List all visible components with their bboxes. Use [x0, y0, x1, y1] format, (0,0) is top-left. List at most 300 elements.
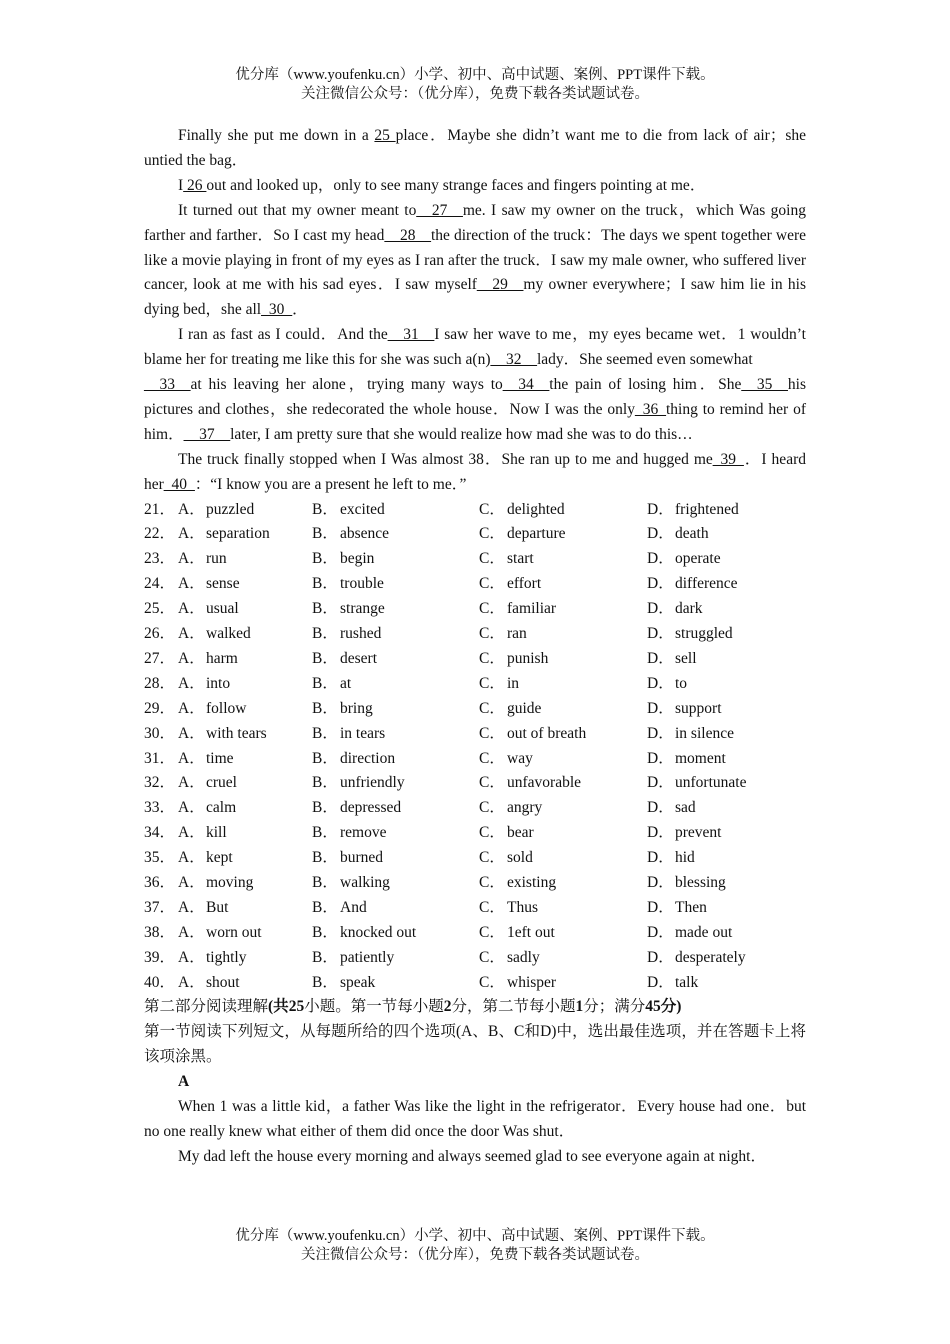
option-b	[312, 722, 479, 747]
option-letter: B．	[312, 699, 338, 717]
option-letter: C．	[479, 575, 505, 593]
option-letter: A．	[178, 973, 205, 991]
option-c	[479, 647, 647, 672]
option-text: prevent	[675, 824, 722, 842]
question-row	[144, 921, 806, 946]
option-text: desert	[340, 649, 378, 667]
option-text: usual	[206, 600, 239, 618]
question-number: 29．	[144, 699, 176, 717]
option-a	[178, 547, 312, 572]
option-text: separation	[206, 525, 270, 543]
question-number: 37．	[144, 898, 176, 916]
option-letter: D．	[647, 625, 674, 643]
option-b	[312, 697, 479, 722]
option-d	[647, 946, 806, 971]
option-text: begin	[340, 550, 375, 568]
section-title-number: 1	[575, 998, 584, 1016]
option-letter: D．	[647, 575, 674, 593]
option-text: But	[206, 898, 229, 916]
option-letter: D．	[647, 849, 674, 867]
option-text: 1eft out	[507, 923, 555, 941]
option-letter: C．	[479, 600, 505, 618]
passage-paragraph-2	[144, 174, 806, 199]
option-text: ran	[507, 625, 527, 643]
option-c	[479, 821, 647, 846]
option-text: into	[206, 674, 231, 692]
option-a	[178, 647, 312, 672]
option-text: death	[675, 525, 709, 543]
question-row	[144, 572, 806, 597]
option-d	[647, 871, 806, 896]
option-text: walked	[206, 625, 251, 643]
section-title-number: 2	[443, 998, 452, 1016]
option-text: talk	[675, 973, 699, 991]
text-segment: later, I am pretty sure that she would realize how mad she was to do this…	[230, 425, 693, 443]
option-c	[479, 498, 647, 523]
option-text: sold	[507, 849, 533, 867]
option-text: in tears	[340, 724, 386, 742]
option-a	[178, 771, 312, 796]
blank-32: __32__	[490, 351, 537, 369]
option-text: knocked out	[340, 923, 417, 941]
option-text: walking	[340, 873, 390, 891]
option-c	[479, 896, 647, 921]
option-letter: B．	[312, 873, 338, 891]
option-letter: B．	[312, 649, 338, 667]
option-letter: A．	[178, 550, 205, 568]
option-text: sadly	[507, 948, 540, 966]
passage-paragraph-5	[144, 373, 806, 448]
option-letter: A．	[178, 649, 205, 667]
text-segment: ．	[292, 301, 308, 319]
text-segment: It turned out that my owner meant to	[178, 201, 417, 219]
text-segment: I ran as fast as I could．And the	[178, 326, 388, 344]
question-row	[144, 871, 806, 896]
question-row	[144, 672, 806, 697]
option-text: unfavorable	[507, 774, 582, 792]
text-segment: lady．She seemed even somewhat	[536, 351, 753, 369]
option-letter: D．	[647, 674, 674, 692]
option-letter: D．	[647, 774, 674, 792]
blank-30: _30_	[261, 301, 293, 319]
text-segment: place．Maybe she didn’t want me to die from lack of air；she untied the bag．	[144, 127, 807, 169]
option-letter: A．	[178, 873, 205, 891]
option-letter: B．	[312, 525, 338, 543]
question-number: 40．	[144, 973, 176, 991]
option-d	[647, 697, 806, 722]
option-letter: C．	[479, 674, 505, 692]
option-a	[178, 921, 312, 946]
option-d	[647, 821, 806, 846]
option-letter: D．	[647, 600, 674, 618]
option-letter: D．	[647, 550, 674, 568]
option-letter: A．	[178, 500, 205, 518]
option-text: support	[675, 699, 722, 717]
option-letter: C．	[479, 873, 505, 891]
option-text: delighted	[507, 500, 565, 518]
option-a	[178, 896, 312, 921]
passage-paragraph-1	[144, 124, 806, 174]
option-d	[647, 771, 806, 796]
option-letter: C．	[479, 749, 505, 767]
text-segment: ．I heard her	[144, 450, 806, 493]
passage-label: A	[178, 1073, 190, 1091]
option-text: direction	[340, 749, 396, 767]
option-letter: D．	[647, 724, 674, 742]
option-letter: A．	[178, 824, 205, 842]
text-segment: The truck finally stopped when I Was almost 38．She ran up to me and hugged me	[178, 450, 713, 468]
option-d	[647, 522, 806, 547]
header-line-2: 关注微信公众号：（优分库），免费下载各类试题试卷。	[301, 86, 649, 102]
option-text: depressed	[340, 799, 402, 817]
option-letter: A．	[178, 849, 205, 867]
option-c	[479, 597, 647, 622]
option-letter: D．	[647, 873, 674, 891]
question-row	[144, 846, 806, 871]
option-b	[312, 771, 479, 796]
option-d	[647, 498, 806, 523]
option-letter: C．	[479, 799, 505, 817]
option-text: moment	[675, 749, 726, 767]
option-a	[178, 572, 312, 597]
question-row	[144, 622, 806, 647]
question-number: 25．	[144, 600, 176, 618]
option-a	[178, 971, 312, 996]
question-number: 34．	[144, 824, 176, 842]
option-c	[479, 921, 647, 946]
option-text: bear	[507, 824, 534, 842]
option-letter: A．	[178, 898, 205, 916]
option-c	[479, 522, 647, 547]
option-letter: C．	[479, 849, 505, 867]
option-c	[479, 572, 647, 597]
option-text: desperately	[675, 948, 746, 966]
reading-paragraph-2: My dad left the house every morning and always seemed glad to see everyone again at night．	[178, 1147, 766, 1165]
option-text: blessing	[675, 873, 726, 891]
question-row	[144, 747, 806, 772]
option-letter: C．	[479, 649, 505, 667]
option-b	[312, 921, 479, 946]
question-row	[144, 597, 806, 622]
footer-line-1: 优分库（www.youfenku.cn）小学、初中、高中试题、案例、PPT课件下载。	[235, 1228, 715, 1244]
option-text: dark	[675, 600, 703, 618]
option-c	[479, 672, 647, 697]
option-c	[479, 946, 647, 971]
option-letter: B．	[312, 674, 338, 692]
text-segment: Finally she put me down in a	[178, 127, 375, 144]
option-letter: D．	[647, 525, 674, 543]
question-number: 32．	[144, 774, 176, 792]
option-b	[312, 547, 479, 572]
question-row	[144, 522, 806, 547]
blank-39: _39_	[712, 450, 744, 468]
option-text: in silence	[675, 724, 734, 742]
option-letter: B．	[312, 849, 338, 867]
option-c	[479, 747, 647, 772]
option-a	[178, 522, 312, 547]
question-row	[144, 771, 806, 796]
option-letter: C．	[479, 948, 505, 966]
option-text: bring	[340, 699, 373, 717]
option-b	[312, 498, 479, 523]
option-text: to	[675, 674, 688, 692]
option-text: run	[206, 550, 227, 568]
question-row	[144, 796, 806, 821]
text-segment: my owner everywhere；I saw him lie in his dying bed，she all	[144, 276, 806, 319]
option-b	[312, 622, 479, 647]
option-b	[312, 946, 479, 971]
text-segment: ：“I know you are a present he left to me．”	[194, 475, 467, 493]
text-segment: the pain of losing him．She	[549, 376, 742, 394]
question-number: 36．	[144, 873, 176, 891]
option-a	[178, 821, 312, 846]
option-letter: A．	[178, 948, 205, 966]
option-text: existing	[507, 873, 557, 891]
option-a	[178, 672, 312, 697]
option-b	[312, 672, 479, 697]
option-letter: A．	[178, 575, 205, 593]
blank-40: _40_	[163, 475, 195, 493]
section-title-text: 小题。第一节每小题	[304, 998, 444, 1016]
option-text: moving	[206, 873, 254, 891]
option-c	[479, 622, 647, 647]
option-a	[178, 697, 312, 722]
option-d	[647, 597, 806, 622]
option-letter: A．	[178, 525, 205, 543]
document-body	[144, 124, 806, 1170]
question-row	[144, 647, 806, 672]
question-row	[144, 821, 806, 846]
option-letter: B．	[312, 600, 338, 618]
option-c	[479, 771, 647, 796]
option-text: sense	[206, 575, 240, 593]
passage-paragraph-4	[144, 323, 806, 373]
question-number: 24．	[144, 575, 176, 593]
question-number: 31．	[144, 749, 176, 767]
option-text: speak	[340, 973, 376, 991]
option-letter: D．	[647, 824, 674, 842]
question-list	[144, 498, 806, 996]
option-b	[312, 747, 479, 772]
option-c	[479, 722, 647, 747]
option-letter: A．	[178, 699, 205, 717]
option-b	[312, 597, 479, 622]
option-text: trouble	[340, 575, 384, 593]
option-d	[647, 896, 806, 921]
option-letter: A．	[178, 600, 205, 618]
question-row	[144, 946, 806, 971]
option-text: absence	[340, 525, 390, 543]
question-number: 30．	[144, 724, 176, 742]
option-text: harm	[206, 649, 238, 667]
option-text: Then	[675, 898, 707, 916]
option-letter: D．	[647, 948, 674, 966]
option-letter: B．	[312, 500, 338, 518]
option-text: departure	[507, 525, 566, 543]
question-row	[144, 498, 806, 523]
option-letter: A．	[178, 774, 205, 792]
option-letter: B．	[312, 824, 338, 842]
option-a	[178, 747, 312, 772]
option-letter: C．	[479, 525, 505, 543]
option-letter: B．	[312, 575, 338, 593]
section-title-number: 25	[288, 998, 305, 1016]
option-letter: C．	[479, 973, 505, 991]
question-row	[144, 697, 806, 722]
option-a	[178, 871, 312, 896]
option-c	[479, 796, 647, 821]
option-text: shout	[206, 973, 240, 991]
blank-26: 26	[183, 176, 207, 194]
option-b	[312, 896, 479, 921]
passage-paragraph-6	[144, 448, 806, 498]
option-d	[647, 572, 806, 597]
option-b	[312, 796, 479, 821]
option-letter: B．	[312, 898, 338, 916]
option-letter: D．	[647, 923, 674, 941]
section-title-text: (共	[268, 998, 289, 1016]
option-letter: A．	[178, 724, 205, 742]
blank-25: 25	[374, 127, 396, 144]
blank-34: __34__	[502, 376, 550, 394]
option-b	[312, 846, 479, 871]
option-letter: B．	[312, 550, 338, 568]
blank-35: __35__	[741, 376, 788, 394]
question-number: 35．	[144, 849, 176, 867]
option-letter: D．	[647, 973, 674, 991]
option-text: frightened	[675, 500, 739, 518]
option-text: puzzled	[206, 500, 255, 518]
question-number: 33．	[144, 799, 176, 817]
option-text: difference	[675, 575, 738, 593]
option-text: excited	[340, 500, 385, 518]
page-header	[0, 66, 950, 104]
text-segment: thing to remind her of him．	[144, 400, 806, 443]
option-text: patiently	[340, 948, 395, 966]
option-d	[647, 796, 806, 821]
option-letter: C．	[479, 550, 505, 568]
option-letter: C．	[479, 923, 505, 941]
footer-line-2: 关注微信公众号：（优分库），免费下载各类试题试卷。	[301, 1247, 649, 1263]
option-letter: B．	[312, 948, 338, 966]
blank-27: __27__	[416, 201, 463, 219]
option-text: made out	[675, 923, 733, 941]
header-line-1: 优分库（www.youfenku.cn）小学、初中、高中试题、案例、PPT课件下载。	[235, 67, 715, 83]
option-text: And	[340, 898, 367, 916]
option-c	[479, 846, 647, 871]
text-segment: the direction of the truck：The days we spent together were like a movie playing in front of my eyes as I ran after the truck．I saw my male owner, who suffered liver cancer, look at me with his sad eyes．I saw myself	[144, 226, 806, 294]
question-row	[144, 971, 806, 996]
option-letter: C．	[479, 500, 505, 518]
option-text: angry	[507, 799, 543, 817]
section-title-number: 45	[645, 998, 661, 1016]
option-text: remove	[340, 824, 387, 842]
option-d	[647, 547, 806, 572]
option-letter: A．	[178, 749, 205, 767]
option-a	[178, 622, 312, 647]
option-text: strange	[340, 600, 385, 618]
option-letter: A．	[178, 799, 205, 817]
option-letter: C．	[479, 625, 505, 643]
option-b	[312, 871, 479, 896]
option-b	[312, 821, 479, 846]
option-letter: B．	[312, 799, 338, 817]
option-text: whisper	[507, 973, 557, 991]
option-letter: B．	[312, 724, 338, 742]
blank-33: __33__	[144, 376, 191, 394]
blank-29: __29__	[476, 276, 524, 294]
option-text: worn out	[206, 923, 262, 941]
option-letter: D．	[647, 898, 674, 916]
option-text: follow	[206, 699, 247, 717]
option-letter: C．	[479, 724, 505, 742]
question-number: 38．	[144, 923, 176, 941]
option-text: guide	[507, 699, 542, 717]
option-text: hid	[675, 849, 695, 867]
option-d	[647, 747, 806, 772]
option-text: Thus	[507, 898, 538, 916]
option-text: in	[507, 674, 520, 692]
option-letter: D．	[647, 749, 674, 767]
option-letter: C．	[479, 699, 505, 717]
option-text: unfortunate	[675, 774, 747, 792]
question-row	[144, 896, 806, 921]
option-d	[647, 672, 806, 697]
option-letter: A．	[178, 923, 205, 941]
question-number: 28．	[144, 674, 176, 692]
option-letter: B．	[312, 973, 338, 991]
section-2-instructions: 第一节阅读下列短文，从每题所给的四个选项(A、B、C和D)中，选出最佳选项，并在答题卡上将该项涂黑。	[144, 1023, 806, 1066]
section-title-text: 第二部分阅读理解	[144, 998, 269, 1016]
text-segment: out and looked up，only to see many strange faces and fingers pointing at me．	[206, 176, 706, 194]
question-number: 26．	[144, 625, 176, 643]
option-text: effort	[507, 575, 542, 593]
option-letter: C．	[479, 774, 505, 792]
option-letter: C．	[479, 898, 505, 916]
option-letter: D．	[647, 500, 674, 518]
option-letter: B．	[312, 749, 338, 767]
option-d	[647, 971, 806, 996]
option-letter: A．	[178, 625, 205, 643]
question-number: 27．	[144, 649, 176, 667]
option-text: calm	[206, 799, 237, 817]
option-c	[479, 697, 647, 722]
blank-36: _36_	[634, 400, 666, 418]
blank-37: __37__	[183, 425, 231, 443]
option-text: sell	[675, 649, 697, 667]
option-text: kept	[206, 849, 233, 867]
option-letter: D．	[647, 699, 674, 717]
option-a	[178, 796, 312, 821]
option-text: start	[507, 550, 534, 568]
option-a	[178, 946, 312, 971]
option-a	[178, 722, 312, 747]
text-segment: I saw her wave to me，my eyes became wet．1 wouldn’t blame her for treating me like this for she was such a(n)	[144, 326, 806, 369]
option-text: punish	[507, 649, 549, 667]
option-text: kill	[206, 824, 227, 842]
option-letter: D．	[647, 799, 674, 817]
blank-28: __28__	[384, 226, 431, 244]
option-text: tightly	[206, 948, 247, 966]
option-a	[178, 846, 312, 871]
option-letter: A．	[178, 674, 205, 692]
option-letter: C．	[479, 824, 505, 842]
option-d	[647, 846, 806, 871]
option-letter: B．	[312, 923, 338, 941]
option-c	[479, 971, 647, 996]
option-text: cruel	[206, 774, 237, 792]
option-text: with tears	[206, 724, 267, 742]
